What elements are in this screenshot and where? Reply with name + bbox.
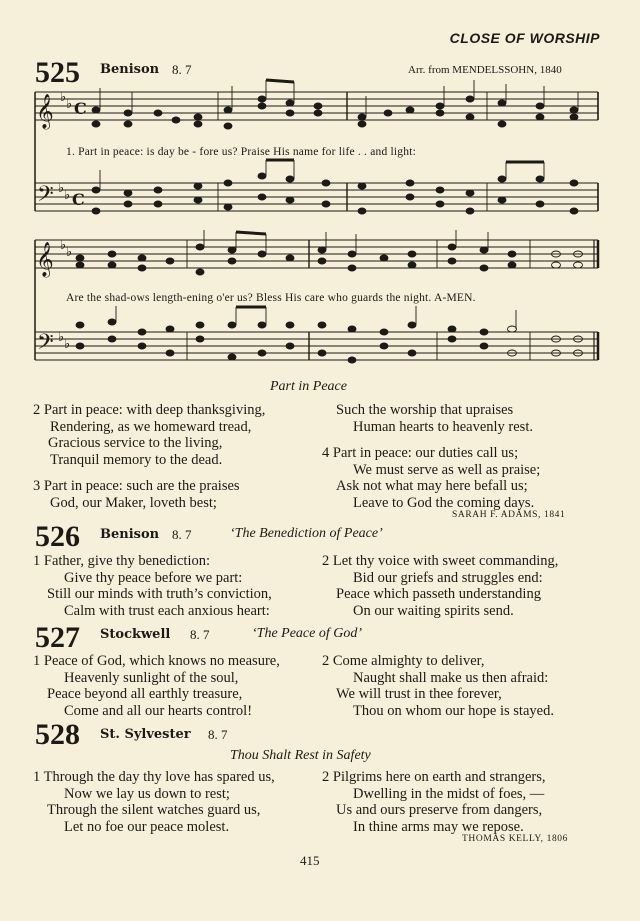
svg-text:♭: ♭ [60,90,67,105]
verse-line: Through the silent watches guard us, [47,802,261,819]
verse-line: 2 Part in peace: with deep thanksgiving, [33,402,266,418]
bass-clef-icon: 𝄢 [37,330,54,360]
meter: 8. 7 [172,527,192,542]
hymn-number: 527 [35,621,80,654]
verse-line: God, our Maker, loveth best; [50,494,217,511]
meter: 8. 7 [190,627,210,642]
lyrics-line-2: Are the shad-ows length-ening o'er us? Bless His care who guards the night. A-MEN. [66,292,476,304]
verse-line: Heavenly sunlight of the soul, [64,669,239,686]
verse-line: Still our minds with truth’s conviction, [47,586,272,603]
verse-line: In thine arms may we repose. [353,818,524,835]
verse-line: Peace which passeth understanding [336,586,541,603]
treble-clef-icon: 𝄞 [36,94,54,129]
svg-text:♭: ♭ [60,238,67,253]
stanza-1 [33,769,275,835]
hymn-title: ‘The Benediction of Peace’ [230,526,383,541]
verse-line: We will trust in thee forever, [336,686,502,703]
svg-text:♭: ♭ [66,97,73,112]
stanza-1 [33,653,280,719]
stanza-2 [322,769,545,835]
verse-line: 3 Part in peace: such are the praises [33,478,240,494]
verse-line: 1 Through the day thy love has spared us, [33,769,275,785]
verse-line: Give thy peace before we part: [64,569,243,586]
verse-line: 2 Let thy voice with sweet commanding, [322,553,559,569]
bass-clef-icon: 𝄢 [37,182,54,212]
hymn-author: THOMAS KELLY, 1806 [462,834,568,844]
verse-line: Ask not what may here befall us; [336,478,528,495]
svg-text:♭: ♭ [58,181,65,196]
verse-line: Rendering, as we homeward tread, [50,418,252,435]
verse-line: 1 Peace of God, which knows no measure, [33,653,280,669]
verse-line: Naught shall make us then afraid: [353,669,549,686]
hymn-author: SARAH F. ADAMS, 1841 [452,510,566,520]
verse-line: Gracious service to the living, [48,435,223,452]
stanza-2 [322,653,554,719]
verse-line: Such the worship that upraises [336,402,514,418]
verse-line: Now we lay us down to rest; [64,785,230,802]
meter: 8. 7 [208,727,228,742]
hymn-title: ‘The Peace of God’ [252,626,363,641]
hymn-title: Part in Peace [270,379,347,394]
meter: 8. 7 [172,62,192,77]
stanza-3-continued [336,402,533,435]
svg-text:♭: ♭ [66,245,73,260]
hymn-title: Thou Shalt Rest in Safety [230,748,371,763]
page-number: 415 [300,853,320,868]
verse-line: Human hearts to heavenly rest. [353,418,533,435]
tune-name: Benison [100,527,160,542]
hymn-number: 526 [35,520,80,553]
verse-line: Calm with trust each anxious heart: [64,602,270,619]
stanza-3 [33,478,240,511]
stanza-1 [33,553,272,619]
section-title: CLOSE OF WORSHIP [449,30,600,46]
svg-text:♭: ♭ [58,330,65,345]
hymn-number: 528 [35,718,80,751]
verse-line: Us and ours preserve from dangers, [336,802,543,819]
stanza-2 [33,402,265,468]
verse-line: Let no foe our peace molest. [64,818,230,835]
verse-line: 2 Pilgrims here on earth and strangers, [322,769,546,785]
stanza-4 [322,445,540,511]
verse-line: On our waiting spirits send. [353,602,514,619]
verse-line: We must serve as well as praise; [353,461,541,478]
svg-text:♭: ♭ [64,188,71,203]
tune-name: St. Sylvester [100,727,191,742]
tune-name: Benison [100,62,160,77]
verse-line: 4 Part in peace: our duties call us; [322,445,519,461]
svg-text:♭: ♭ [64,337,71,352]
verse-line: 1 Father, give thy benediction: [33,553,211,569]
verse-line: Peace beyond all earthly treasure, [47,686,243,703]
verse-line: Leave to God the coming days. [353,494,535,511]
tune-name: Stockwell [100,627,171,642]
music-score [0,0,640,380]
lyrics-line-1: 1. Part in peace: is day be - fore us? Praise His name for life . . and light: [66,146,416,158]
arrangement-credit: Arr. from MENDELSSOHN, 1840 [408,64,562,76]
svg-text:C: C [72,190,85,209]
svg-text:C: C [74,99,87,118]
verse-line: Dwelling in the midst of foes, — [353,785,545,802]
staff-bass-1 [35,183,598,211]
hymn-number: 525 [35,56,80,89]
treble-clef-icon: 𝄞 [36,242,54,277]
stanza-2 [322,553,558,619]
verse-line: Bid our griefs and struggles end: [353,569,543,586]
verse-line: Thou on whom our hope is stayed. [353,702,554,719]
verse-line: 2 Come almighty to deliver, [322,653,485,669]
verse-line: Tranquil memory to the dead. [50,451,223,468]
verse-line: Come and all our hearts control! [64,702,253,719]
